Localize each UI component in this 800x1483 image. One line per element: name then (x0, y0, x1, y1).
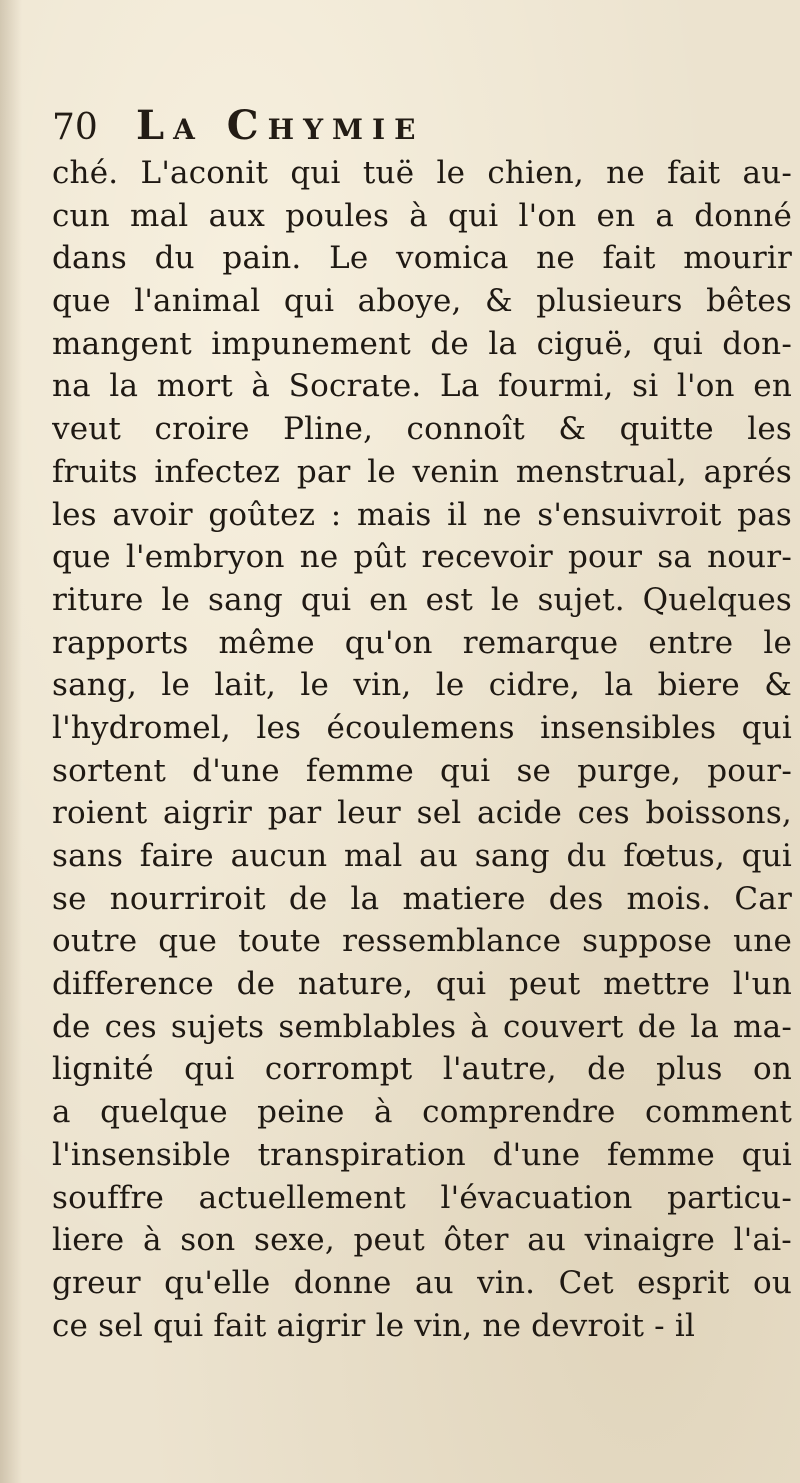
running-head (52, 98, 692, 154)
text-line: difference de nature, qui peut mettre l'un (52, 966, 792, 1003)
text-line: roient aigrir par leur sel acide ces boissons, (52, 795, 792, 832)
text-line: veut croire Pline, connoît & quitte les (52, 411, 792, 448)
running-title: La Chymie (136, 102, 425, 149)
text-line: souffre actuellement l'évacuation particu- (52, 1179, 792, 1216)
text-line: riture le sang qui en est le sujet. Quelques (52, 581, 792, 618)
text-line: l'insensible transpiration d'une femme qui (52, 1136, 792, 1173)
text-line: que l'embryon ne pût recevoir pour sa nour- (52, 539, 792, 576)
text-line: na la mort à Socrate. La fourmi, si l'on en (52, 368, 792, 405)
text-line: lignité qui corrompt l'autre, de plus on (52, 1051, 792, 1088)
text-line: dans du pain. Le vomica ne fait mourir (52, 240, 792, 277)
text-line: a quelque peine à comprendre comment (52, 1094, 792, 1131)
text-line: se nourriroit de la matiere des mois. Car (52, 880, 792, 917)
text-line: liere à son sexe, peut ôter au vinaigre l'ai- (52, 1222, 792, 1259)
text-line: mangent impunement de la ciguë, qui don- (52, 325, 792, 362)
text-line: sortent d'une femme qui se purge, pour- (52, 752, 792, 789)
text-line: l'hydromel, les écoulemens insensibles qui (52, 709, 792, 746)
text-line: ché. L'aconit qui tuë le chien, ne fait au- (52, 155, 792, 191)
text-line: rapports même qu'on remarque entre le (52, 624, 792, 661)
page-number: 70 (52, 107, 98, 148)
text-line: sans faire aucun mal au sang du fœtus, qui (52, 838, 792, 874)
text-line: greur qu'elle donne au vin. Cet esprit ou (52, 1264, 792, 1301)
text-line: outre que toute ressemblance suppose une (52, 923, 792, 960)
text-line: que l'animal qui aboye, & plusieurs bêtes (52, 283, 792, 320)
text-line: sang, le lait, le vin, le cidre, la biere & (52, 667, 792, 704)
text-line: ce sel qui fait aigrir le vin, ne devroit - il (52, 1307, 696, 1344)
body-text (52, 152, 792, 1347)
text-line: les avoir goûtez : mais il ne s'ensuivroit pas (52, 496, 792, 533)
text-line: fruits infectez par le venin menstrual, aprés (52, 453, 792, 490)
page-fold-shadow (0, 0, 22, 1483)
text-line: de ces sujets semblables à couvert de la ma- (52, 1008, 792, 1045)
text-line: cun mal aux poules à qui l'on en a donné (52, 197, 792, 234)
